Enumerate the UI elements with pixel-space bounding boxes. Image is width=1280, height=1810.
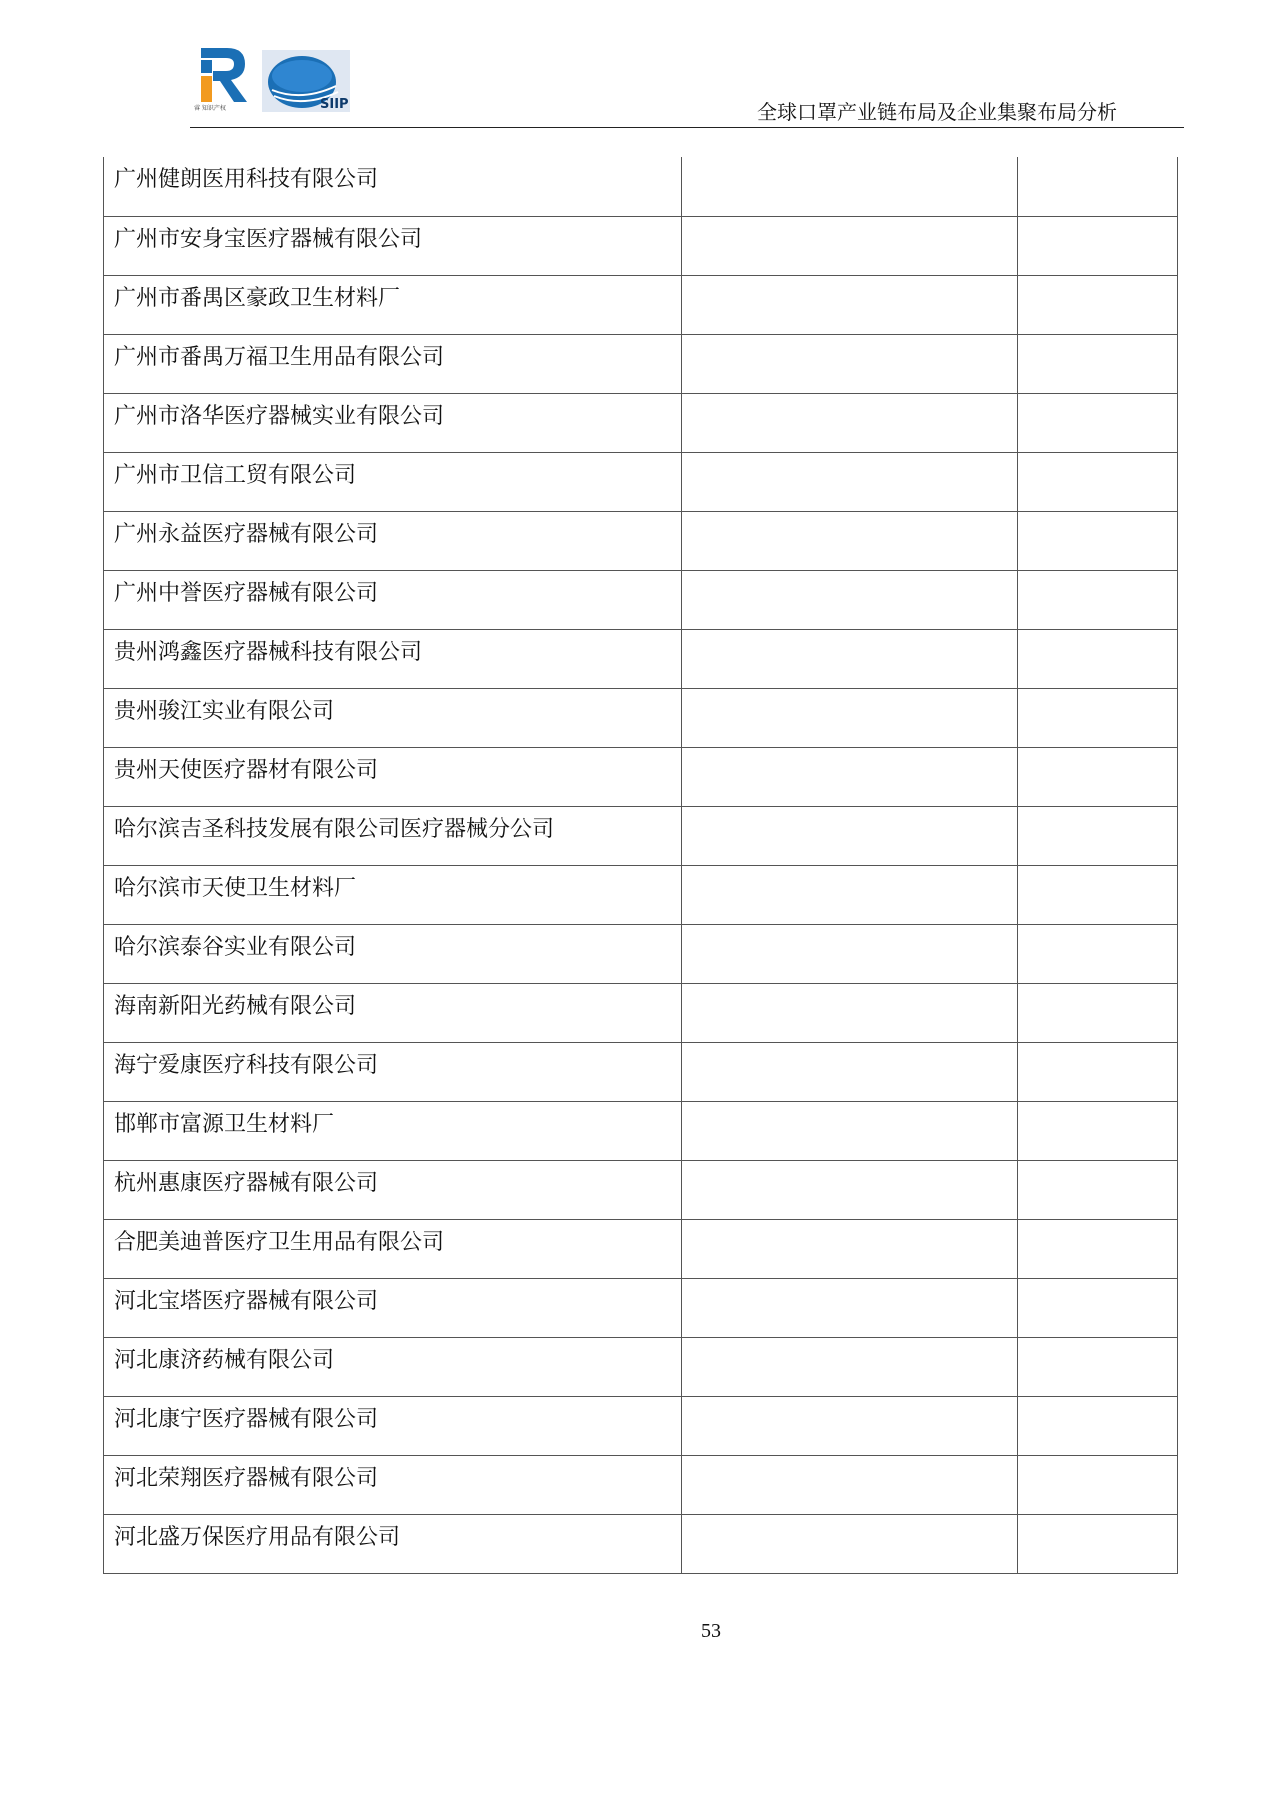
company-name-cell: 海南新阳光药械有限公司 xyxy=(104,983,682,1042)
empty-cell xyxy=(1018,334,1178,393)
empty-cell xyxy=(1018,983,1178,1042)
empty-cell xyxy=(1018,1514,1178,1573)
empty-cell xyxy=(682,924,1018,983)
empty-cell xyxy=(1018,1278,1178,1337)
empty-cell xyxy=(1018,275,1178,334)
empty-cell xyxy=(1018,924,1178,983)
table-row xyxy=(104,216,1178,275)
empty-cell xyxy=(682,865,1018,924)
empty-cell xyxy=(1018,452,1178,511)
empty-cell xyxy=(682,275,1018,334)
empty-cell xyxy=(1018,806,1178,865)
table-row xyxy=(104,1160,1178,1219)
empty-cell xyxy=(682,1278,1018,1337)
table-row xyxy=(104,275,1178,334)
empty-cell xyxy=(682,334,1018,393)
rui-ip-logo-caption: 睿 知识产权 xyxy=(194,105,226,112)
empty-cell xyxy=(1018,157,1178,216)
empty-cell xyxy=(682,1160,1018,1219)
table-row xyxy=(104,511,1178,570)
company-table-body xyxy=(104,157,1178,1573)
company-name-cell: 广州市番禺区豪政卫生材料厂 xyxy=(104,275,682,334)
empty-cell xyxy=(1018,629,1178,688)
empty-cell xyxy=(1018,1042,1178,1101)
company-name-cell: 河北荣翔医疗器械有限公司 xyxy=(104,1455,682,1514)
table-row xyxy=(104,806,1178,865)
company-name-cell: 广州中誉医疗器械有限公司 xyxy=(104,570,682,629)
table-row xyxy=(104,1101,1178,1160)
table-row xyxy=(104,1396,1178,1455)
company-name-cell: 合肥美迪普医疗卫生用品有限公司 xyxy=(104,1219,682,1278)
company-name-cell: 河北宝塔医疗器械有限公司 xyxy=(104,1278,682,1337)
company-name-cell: 河北康宁医疗器械有限公司 xyxy=(104,1396,682,1455)
table-row xyxy=(104,747,1178,806)
table-row xyxy=(104,629,1178,688)
header-divider xyxy=(190,127,1184,128)
empty-cell xyxy=(1018,865,1178,924)
page-number: 53 xyxy=(701,1620,721,1642)
empty-cell xyxy=(682,157,1018,216)
table-row xyxy=(104,1337,1178,1396)
page-header xyxy=(0,0,1280,132)
empty-cell xyxy=(682,511,1018,570)
company-name-cell: 广州健朗医用科技有限公司 xyxy=(104,157,682,216)
company-name-cell: 广州市番禺万福卫生用品有限公司 xyxy=(104,334,682,393)
empty-cell xyxy=(1018,1337,1178,1396)
table-row xyxy=(104,1455,1178,1514)
company-name-cell: 邯郸市富源卫生材料厂 xyxy=(104,1101,682,1160)
table-row xyxy=(104,688,1178,747)
table-row xyxy=(104,334,1178,393)
siip-logo-icon xyxy=(262,50,350,112)
empty-cell xyxy=(1018,1396,1178,1455)
header-title: 全球口罩产业链布局及企业集聚布局分析 xyxy=(757,100,1117,124)
company-name-cell: 广州永益医疗器械有限公司 xyxy=(104,511,682,570)
company-name-cell: 广州市安身宝医疗器械有限公司 xyxy=(104,216,682,275)
empty-cell xyxy=(682,452,1018,511)
company-name-cell: 哈尔滨吉圣科技发展有限公司医疗器械分公司 xyxy=(104,806,682,865)
empty-cell xyxy=(1018,1219,1178,1278)
company-name-cell: 河北盛万保医疗用品有限公司 xyxy=(104,1514,682,1573)
company-name-cell: 海宁爱康医疗科技有限公司 xyxy=(104,1042,682,1101)
table-row xyxy=(104,1278,1178,1337)
table-row xyxy=(104,1219,1178,1278)
table-row xyxy=(104,157,1178,216)
empty-cell xyxy=(682,688,1018,747)
table-row xyxy=(104,452,1178,511)
table-row xyxy=(104,983,1178,1042)
empty-cell xyxy=(1018,511,1178,570)
empty-cell xyxy=(682,393,1018,452)
company-name-cell: 广州市卫信工贸有限公司 xyxy=(104,452,682,511)
empty-cell xyxy=(682,1042,1018,1101)
company-name-cell: 杭州惠康医疗器械有限公司 xyxy=(104,1160,682,1219)
table-row xyxy=(104,924,1178,983)
empty-cell xyxy=(682,1219,1018,1278)
table-row xyxy=(104,865,1178,924)
empty-cell xyxy=(1018,1160,1178,1219)
company-name-cell: 河北康济药械有限公司 xyxy=(104,1337,682,1396)
company-name-cell: 贵州鸿鑫医疗器械科技有限公司 xyxy=(104,629,682,688)
empty-cell xyxy=(1018,1455,1178,1514)
table-row xyxy=(104,393,1178,452)
empty-cell xyxy=(1018,216,1178,275)
empty-cell xyxy=(1018,393,1178,452)
company-name-cell: 哈尔滨市天使卫生材料厂 xyxy=(104,865,682,924)
table-row xyxy=(104,1514,1178,1573)
empty-cell xyxy=(682,629,1018,688)
empty-cell xyxy=(682,1337,1018,1396)
empty-cell xyxy=(682,216,1018,275)
empty-cell xyxy=(1018,747,1178,806)
empty-cell xyxy=(682,1101,1018,1160)
table-row xyxy=(104,1042,1178,1101)
company-name-cell: 哈尔滨泰谷实业有限公司 xyxy=(104,924,682,983)
empty-cell xyxy=(1018,1101,1178,1160)
empty-cell xyxy=(682,1514,1018,1573)
siip-logo-text: SIIP xyxy=(320,97,349,112)
empty-cell xyxy=(682,747,1018,806)
empty-cell xyxy=(682,983,1018,1042)
company-name-cell: 贵州天使医疗器材有限公司 xyxy=(104,747,682,806)
empty-cell xyxy=(682,1396,1018,1455)
empty-cell xyxy=(1018,688,1178,747)
empty-cell xyxy=(1018,570,1178,629)
company-name-cell: 贵州骏江实业有限公司 xyxy=(104,688,682,747)
empty-cell xyxy=(682,570,1018,629)
table-row xyxy=(104,570,1178,629)
empty-cell xyxy=(682,806,1018,865)
empty-cell xyxy=(682,1455,1018,1514)
company-name-cell: 广州市洛华医疗器械实业有限公司 xyxy=(104,393,682,452)
company-table xyxy=(103,157,1178,1574)
